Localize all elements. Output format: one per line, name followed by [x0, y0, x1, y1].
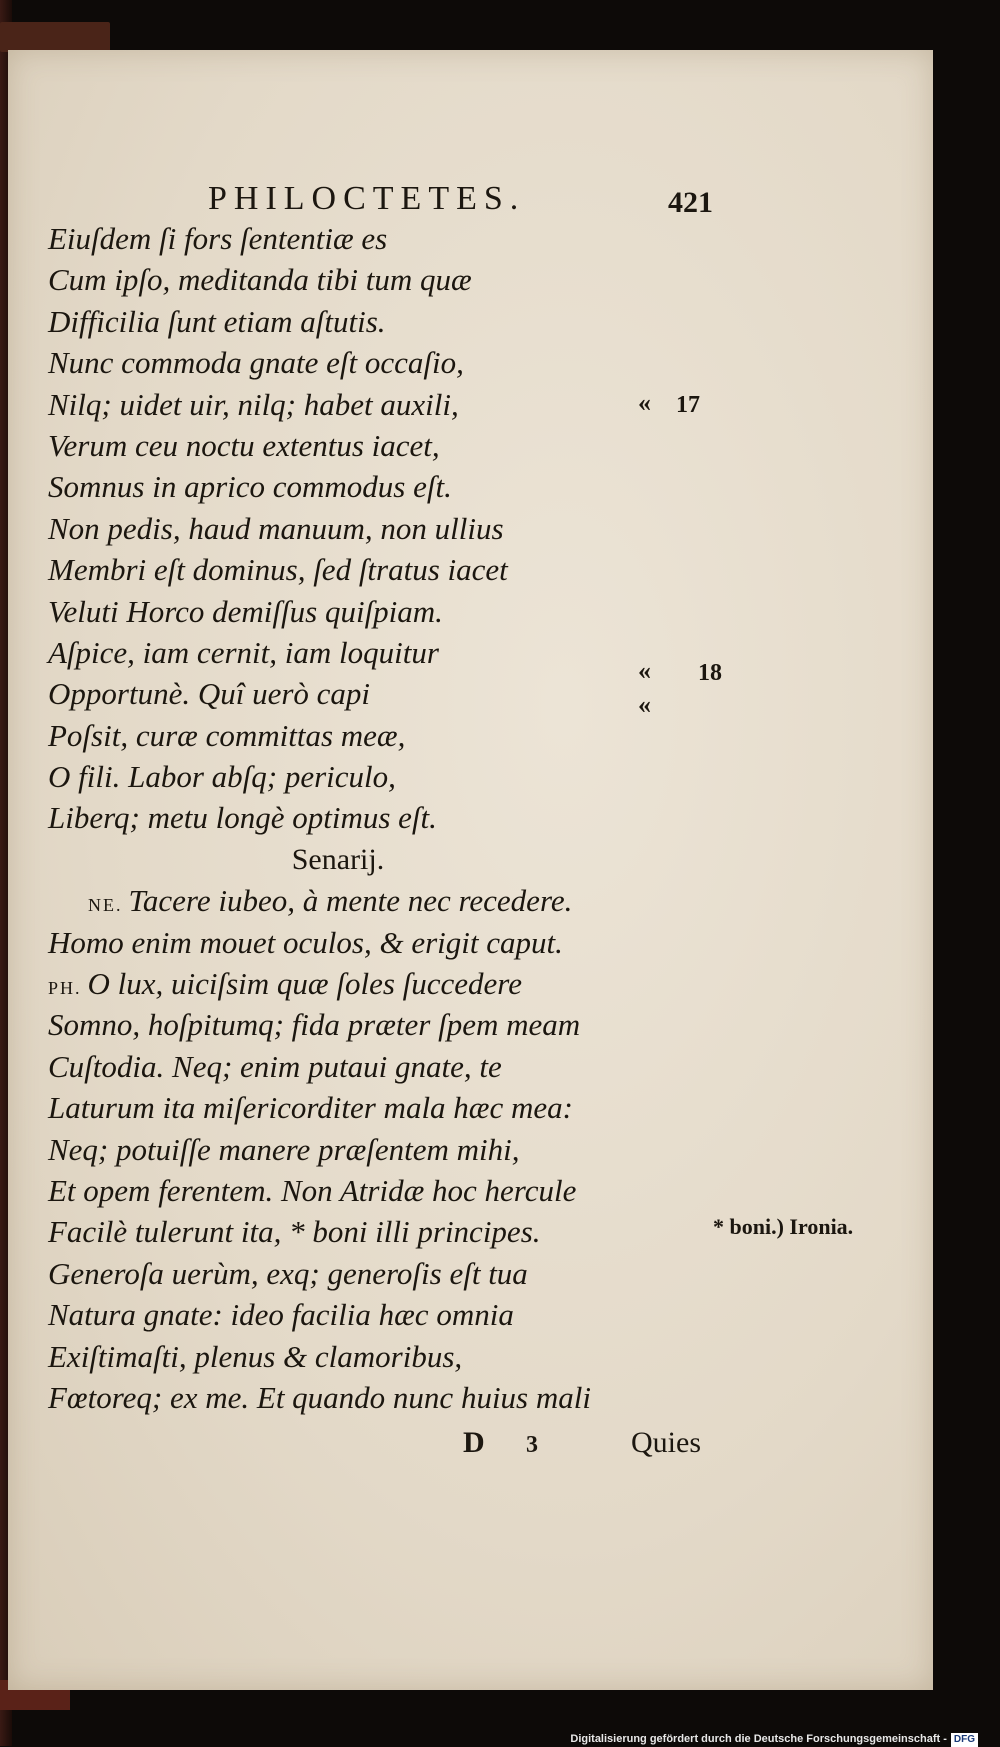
margin-gloss: * boni.) Ironia. [713, 1214, 854, 1239]
verse-line-text: Fœtoreq; ex me. Et quando nunc huius mali [48, 1379, 591, 1415]
verse-line [48, 632, 668, 673]
margin-number-18: 18 [698, 660, 722, 686]
verse-line-text: Tacere iubeo, à mente nec recedere. [128, 883, 573, 919]
verse-line [48, 218, 668, 259]
verse-line-text: Exiſtimaſti, plenus & clamoribus, [48, 1338, 463, 1374]
margin-quote-mark: « [638, 656, 651, 685]
verse-line [48, 425, 668, 466]
verse-line-text: Generoſa uerùm, exq; generoſis eſt tua [48, 1255, 528, 1291]
verse-line-text: Difficilia ſunt etiam aſtutis. [48, 303, 386, 339]
verse-line [48, 1253, 668, 1294]
verse-line [48, 1294, 668, 1335]
verse-line [48, 466, 668, 507]
section-heading [48, 839, 668, 880]
signature-number: 3 [526, 1432, 538, 1458]
verse-line-text: Neq; potuiſſe manere præſentem mihi, [48, 1131, 520, 1167]
verse-line [48, 797, 668, 838]
verse-line-text: O fili. Labor abſq; periculo, [48, 759, 396, 795]
verse-line [48, 1046, 668, 1087]
verse-line [48, 1087, 668, 1128]
verse-line [48, 880, 668, 921]
verse-line [48, 1211, 668, 1252]
verse-line-text: Somno, hoſpitumq; fida præter ſpem meam [48, 1007, 581, 1043]
verse-line [48, 342, 668, 383]
verse-line [48, 549, 668, 590]
speaker-label: PH. [48, 978, 82, 999]
speaker-label: NE. [88, 895, 123, 916]
verse-line [48, 756, 668, 797]
verse-line [48, 259, 668, 300]
verse-line [48, 301, 668, 342]
verse-line-text: Poſsit, curæ committas meæ, [48, 717, 406, 753]
verse-line-text: Non pedis, haud manuum, non ullius [48, 510, 504, 546]
book-page [8, 50, 933, 1690]
verse-line-text: O lux, uiciſsim quæ ſoles ſuccedere [87, 966, 522, 1002]
verse-line-text: Homo enim mouet oculos, & erigit caput. [48, 924, 563, 960]
verse-line-text: Veluti Horco demiſſus quiſpiam. [48, 593, 443, 629]
running-title: PHILOCTETES. [208, 180, 526, 217]
verse-line [48, 673, 668, 714]
verse-line-text: Eiuſdem ſi fors ſententiæ es [48, 221, 388, 256]
verse-line-text: Et opem ferentem. Non Atridæ hoc hercule [48, 1172, 577, 1208]
verse-line-text: Membri eſt dominus, ſed ſtratus iacet [48, 552, 508, 588]
verse-line-text: Verum ceu noctu extentus iacet, [48, 427, 440, 463]
margin-quote-mark: « [638, 690, 651, 719]
verse-line [48, 591, 668, 632]
verse-line [48, 715, 668, 756]
verse-line [48, 963, 668, 1004]
verse-line [48, 1377, 668, 1418]
verse-line-text: Opportunè. Quî uerò capi [48, 676, 371, 712]
verse-line-text: Senarij. [291, 842, 385, 876]
verse-line [48, 384, 668, 425]
credit-text: Digitalisierung gefördert durch die Deutsche Forschungsgemeinschaft - [570, 1733, 947, 1745]
page-number: 421 [668, 186, 713, 219]
verse-text [48, 218, 668, 1418]
verse-line-text: Somnus in aprico commodus eſt. [48, 469, 452, 505]
verse-line [48, 922, 668, 963]
verse-line-text: Natura gnate: ideo facilia hæc omnia [48, 1297, 514, 1333]
dfg-logo: DFG [951, 1733, 978, 1747]
signature-mark: D [463, 1426, 485, 1459]
digitization-credit [570, 1732, 978, 1746]
verse-line-text: Laturum ita miſericorditer mala hæc mea: [48, 1090, 573, 1126]
verse-line-text: Liberq; metu longè optimus eſt. [48, 800, 437, 836]
margin-number-17: 17 [676, 392, 700, 418]
page-header [8, 130, 933, 219]
verse-line-text: Nilq; uidet uir, nilq; habet auxili, [48, 386, 459, 422]
verse-line-text: Cum ipſo, meditanda tibi tum quæ [48, 262, 472, 298]
verse-line-text: Aſpice, iam cernit, iam loquitur [48, 634, 439, 670]
catchword: Quies [631, 1426, 701, 1459]
verse-line [48, 1129, 668, 1170]
verse-line [48, 508, 668, 549]
verse-line [48, 1170, 668, 1211]
verse-line [48, 1336, 668, 1377]
binding-tab-top [0, 22, 110, 52]
verse-line [48, 1004, 668, 1045]
verse-line-text: Facilè tulerunt ita, * boni illi principes. [48, 1214, 541, 1250]
margin-quote-mark: « [638, 388, 651, 417]
verse-line-text: Nunc commoda gnate eſt occaſio, [48, 345, 464, 381]
verse-line-text: Cuſtodia. Neq; enim putaui gnate, te [48, 1048, 502, 1084]
